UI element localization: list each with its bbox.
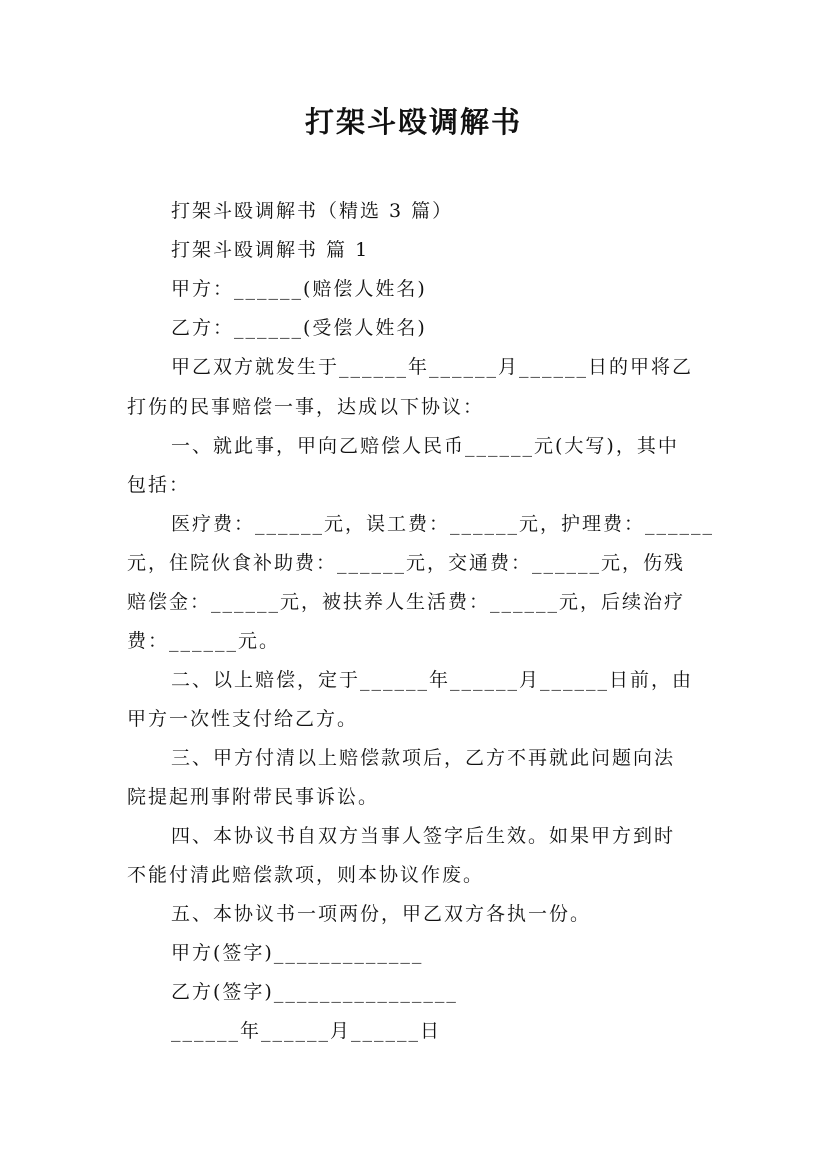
clause-2-line-2: 甲方一次性支付给乙方。	[127, 708, 359, 730]
intro-line-2: 打伤的民事赔偿一事，达成以下协议：	[127, 396, 485, 418]
signing-date: ______年______月______日	[171, 1020, 442, 1042]
clause-3-line-1: 三、甲方付清以上赔偿款项后，乙方不再就此问题向法	[171, 747, 676, 769]
clause-4-line-2: 不能付清此赔偿款项，则本协议作废。	[127, 864, 485, 886]
party-a-signature: 甲方(签字)_____________	[171, 942, 424, 964]
fees-line-2: 元，住院伙食补助费：______元，交通费：______元，伤残	[127, 552, 686, 574]
clause-1-line-1: 一、就此事，甲向乙赔偿人民币______元(大写)，其中	[171, 435, 679, 457]
document-subtitle: 打架斗殴调解书（精选 3 篇）	[171, 200, 454, 222]
clause-1-line-2: 包括：	[127, 474, 191, 496]
party-a-line: 甲方：______(赔偿人姓名)	[171, 278, 427, 300]
clause-5-line: 五、本协议书一项两份，甲乙双方各执一份。	[171, 903, 592, 925]
party-b-signature: 乙方(签字)________________	[171, 981, 458, 1003]
party-b-line: 乙方：______(受偿人姓名)	[171, 317, 427, 339]
fees-line-4: 费：______元。	[127, 630, 281, 652]
fees-line-1: 医疗费：______元，误工费：______元，护理费：______	[171, 513, 715, 535]
clause-4-line-1: 四、本协议书自双方当事人签字后生效。如果甲方到时	[171, 825, 676, 847]
section-heading: 打架斗殴调解书 篇 1	[171, 239, 370, 261]
clause-2-line-1: 二、以上赔偿，定于______年______月______日前，由	[171, 669, 694, 691]
fees-line-3: 赔偿金：______元，被扶养人生活费：______元，后续治疗	[127, 591, 686, 613]
document-title: 打架斗殴调解书	[304, 105, 522, 139]
intro-line-1: 甲乙双方就发生于______年______月______日的甲将乙	[171, 356, 694, 378]
clause-3-line-2: 院提起刑事附带民事诉讼。	[127, 786, 380, 808]
